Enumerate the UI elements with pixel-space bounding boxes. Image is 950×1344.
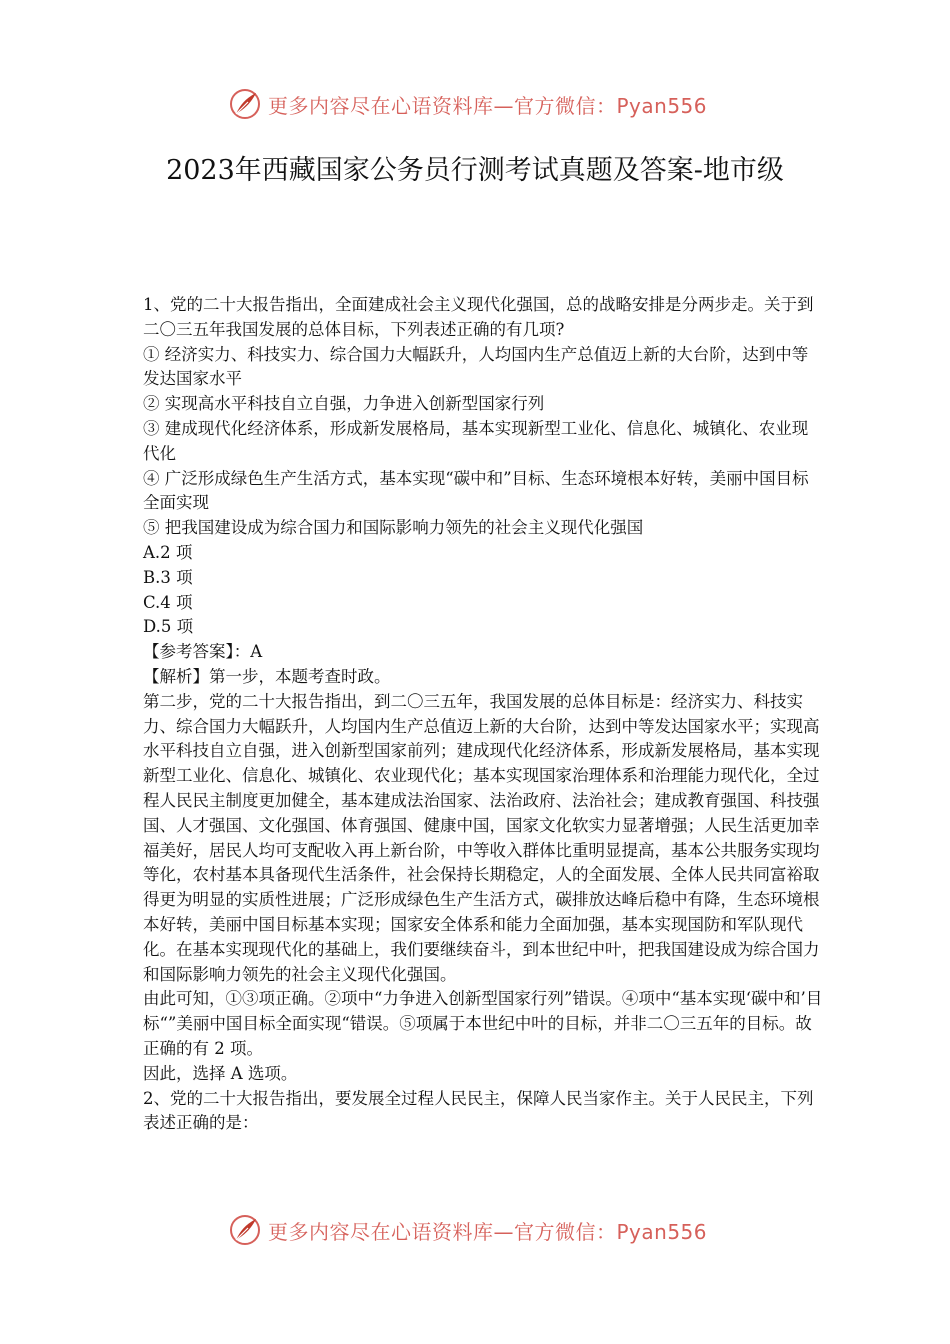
statement-4: ④ 广泛形成绿色生产生活方式，基本实现“碳中和”目标、生态环境根本好转，美丽中国目标全面实现 [143,468,809,513]
document-body [143,293,823,1136]
question-1-stem: 1、党的二十大报告指出，全面建成社会主义现代化强国，总的战略安排是分两步走。关于到二〇三五年我国发展的总体目标，下列表述正确的有几项? [143,295,814,339]
watermark-text: 更多内容尽在心语资料库—官方微信：Pyan556 [268,1219,708,1244]
watermark-text: 更多内容尽在心语资料库—官方微信：Pyan556 [268,93,708,118]
feather-quill-icon [228,87,262,121]
analysis-conclusion: 由此可知，①③项正确。②项中“力争进入创新型国家行列”错误。④项中“基本实现‘碳中和’目标“”美丽中国目标全面实现“错误。⑤项属于本世纪中叶的目标，并非二〇三五年的目标。故正确的有 2 项。 [143,989,823,1058]
feather-quill-icon [228,1213,262,1247]
option-d: D.5 项 [143,617,194,637]
question-2-stem: 2、党的二十大报告指出，要发展全过程人民民主，保障人民当家作主。关于人民民主，下列表述正确的是： [143,1088,814,1133]
statement-1: ① 经济实力、科技实力、综合国力大幅跃升，人均国内生产总值迈上新的大台阶，达到中等发达国家水平 [143,344,809,389]
document-title: 2023年西藏国家公务员行测考试真题及答案-地市级 [166,155,784,186]
statement-3: ③ 建成现代化经济体系，形成新发展格局，基本实现新型工业化、信息化、城镇化、农业现代化 [143,418,809,463]
option-c: C.4 项 [143,592,193,612]
analysis-step-1: 【解析】第一步，本题考查时政。 [143,666,391,686]
option-b: B.3 项 [143,567,193,587]
watermark-header [228,84,707,124]
statement-5: ⑤ 把我国建设成为综合国力和国际影响力领先的社会主义现代化强国 [143,518,644,538]
analysis-step-2: 第二步，党的二十大报告指出，到二〇三五年，我国发展的总体目标是：经济实力、科技实力、综合国力大幅跃升，人均国内生产总值迈上新的大台阶，达到中等发达国家水平；实现高水平科技自立自强，进入创新型国家前列；建成现代化经济体系，形成新发展格局，基本实现新型工业化、信息化、城镇化、农业现代化；基本实现国家治理体系和治理能力现代化，全过程人民民主制度更加健全，基本建成法治国家、法治政府、法治社会；建成教育强国、科技强国、人才强国、文化强国、体育强国、健康中国，国家文化软实力显著增强；人民生活更加幸福美好，居民人均可支配收入再上新台阶，中等收入群体比重明显提高，基本公共服务实现均等化，农村基本具备现代生活条件，社会保持长期稳定，人的全面发展、全体人民共同富裕取得更为明显的实质性进展；广泛形成绿色生产生活方式，碳排放达峰后稳中有降，生态环境根本好转，美丽中国目标基本实现；国家安全体系和能力全面加强，基本实现国防和军队现代化。在基本实现现代化的基础上，我们要继续奋斗，到本世纪中叶，把我国建设成为综合国力和国际影响力领先的社会主义现代化强国。 [143,691,820,984]
option-a: A.2 项 [143,542,193,562]
final-choice: 因此，选择 A 选项。 [143,1063,298,1083]
reference-answer: 【参考答案】：A [143,642,263,662]
watermark-footer [228,1210,707,1250]
statement-2: ② 实现高水平科技自立自强，力争进入创新型国家行列 [143,394,545,414]
